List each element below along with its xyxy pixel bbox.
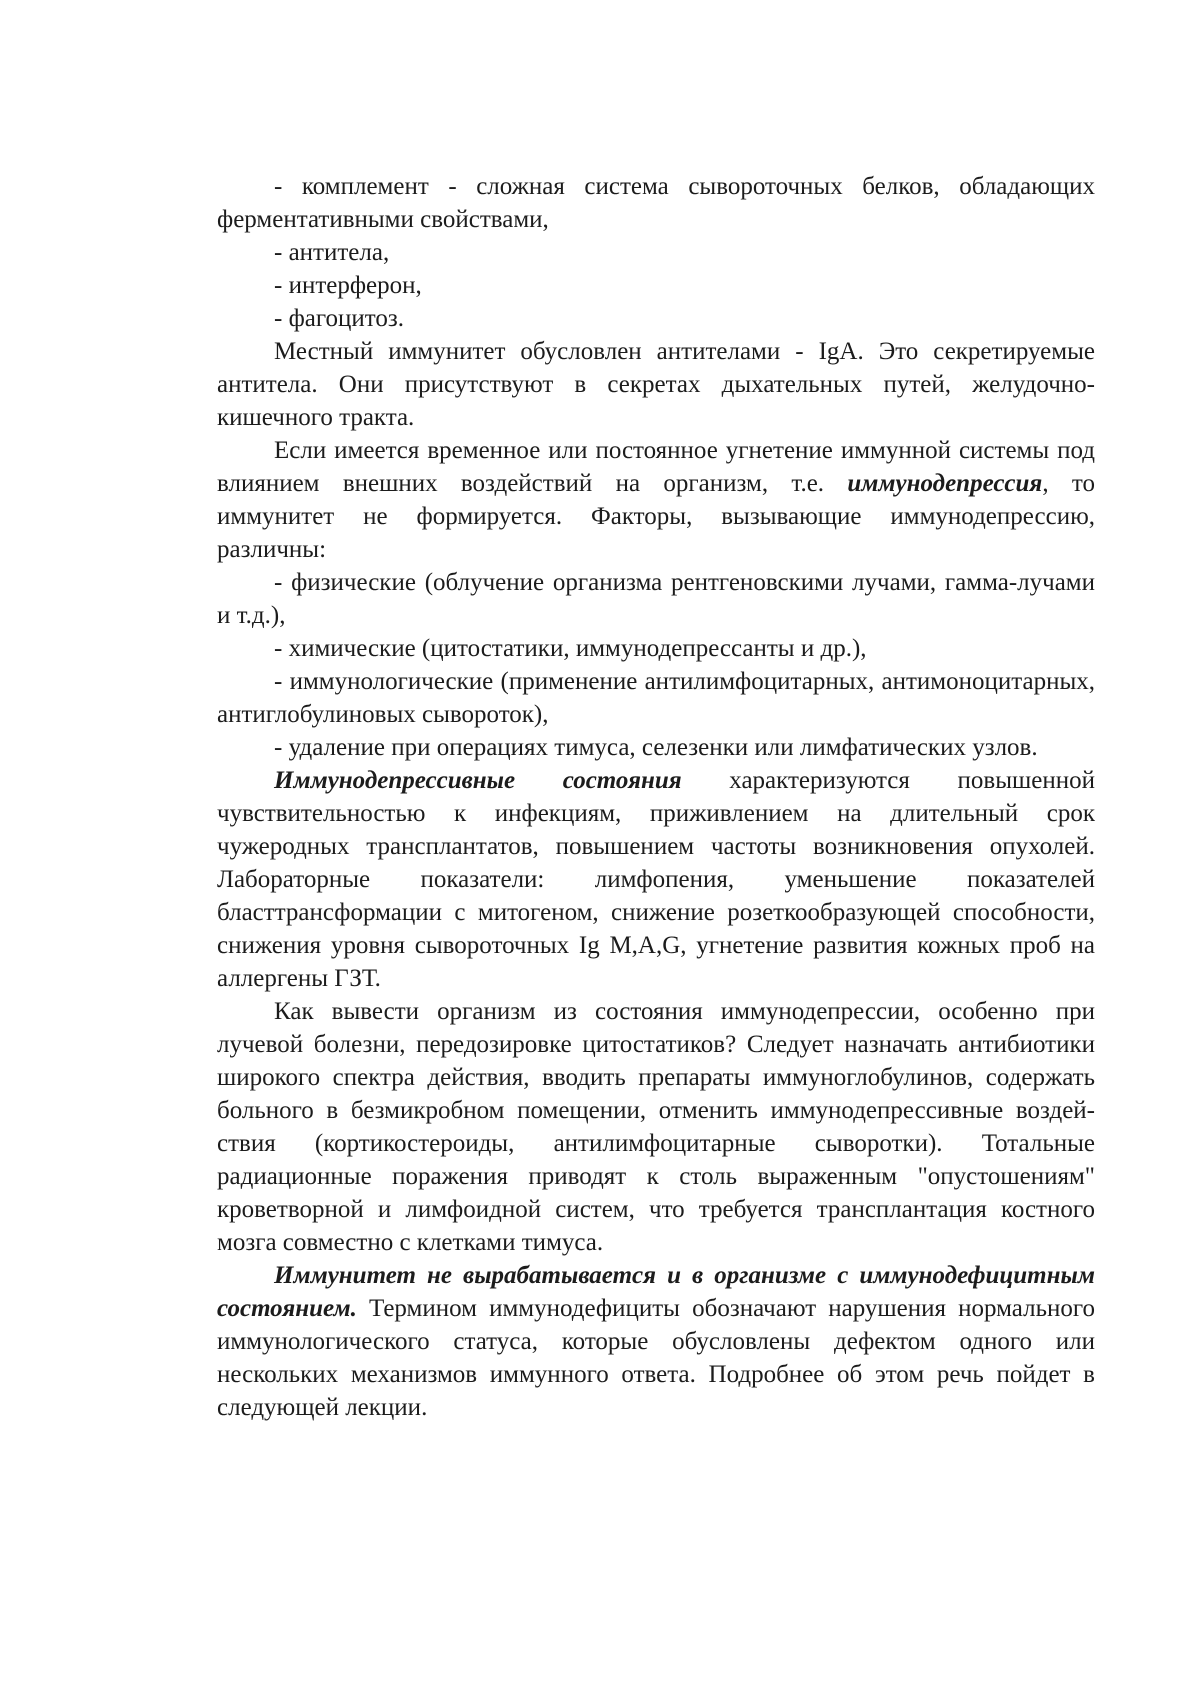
- paragraph-immunodepressive-states: [217, 764, 1095, 995]
- paragraph-factor-chemical: - химические (цитостатики, иммунодепрессанты и др.),: [274, 635, 867, 662]
- paragraph-factor-surgical: - удаление при операциях тимуса, селезенки или лимфатических узлов.: [274, 734, 1038, 761]
- paragraph-interferon: - интерферон,: [274, 272, 422, 299]
- term-immunodepression: иммунодепрессия: [847, 470, 1043, 497]
- text-segment: Термином иммунодефициты обозначают нарушения нормального иммунологического статуса, которые обусловлены дефектом одного или нескольких механизмов иммунного ответа. Подробнее об этом речь пойдет в следующей лекции.: [217, 1295, 1095, 1421]
- paragraph-recovery: Как вывести организм из состояния иммунодепрессии, особенно при лучевой болезни, передозировке цитостатиков? Следует назначать антибиотики широкого спектра действия, вводить препараты иммуноглобулинов, содержать больного в безмикробном помещении, отменить иммунодепрессивные воздей-ствия (кортикостероиды, антилимфоцитарные сыворотки). Тотальные радиационные поражения приводят к столь выраженным "опустошениям" кроветворной и лимфоидной систем, что требуется трансплантация костного мозга совместно с клетками тимуса.: [217, 998, 1095, 1256]
- text-segment: Если имеется временное или постоянное угнетение иммунной системы под влиянием внешних воздействий на организм, т.е.: [217, 437, 1095, 497]
- text-segment: характеризуются повышенной чувствительностью к инфекциям, приживлением на длительный срок чужеродных трансплантатов, повышением частоты возникновения опухолей. Лабораторные показатели: лимфопения, уменьшение показателей бласттрансформации с митогеном, снижение розеткообразующей способности, снижения уровня сывороточных Ig M,A,G, угнетение развития кожных проб на аллергены ГЗТ.: [217, 767, 1095, 992]
- paragraph-immunodeficiency: [217, 1259, 1095, 1424]
- paragraph-local-immunity: Местный иммунитет обусловлен антителами - IgA. Это секретируемые антитела. Они присутствуют в секретах дыхательных путей, желудочно-кишечного тракта.: [217, 338, 1095, 431]
- paragraph-phagocytosis: - фагоцитоз.: [274, 305, 404, 332]
- term-immunodeficiency: Иммунитет не вырабатывается и в организме с иммунодефицитным состоянием.: [217, 1262, 1095, 1322]
- paragraph-antibodies: - антитела,: [274, 239, 390, 266]
- paragraph-factor-immunological: - иммунологические (применение антилимфоцитарных, антимоноцитарных, антиглобулиновых сывороток),: [217, 668, 1095, 728]
- paragraph-complement: - комплемент - сложная система сывороточных белков, обладающих ферментативными свойствами,: [217, 173, 1095, 233]
- paragraph-immunosuppression: [217, 434, 1095, 566]
- text-segment: , то иммунитет не формируется. Факторы, вызывающие иммунодепрессию, различны:: [217, 470, 1095, 563]
- paragraph-factor-physical: - физические (облучение организма рентгеновскими лучами, гамма-лучами и т.д.),: [217, 569, 1095, 629]
- document-page: [217, 170, 1095, 1424]
- term-immunodepressive-states: Иммунодепрессивные состояния: [274, 767, 682, 794]
